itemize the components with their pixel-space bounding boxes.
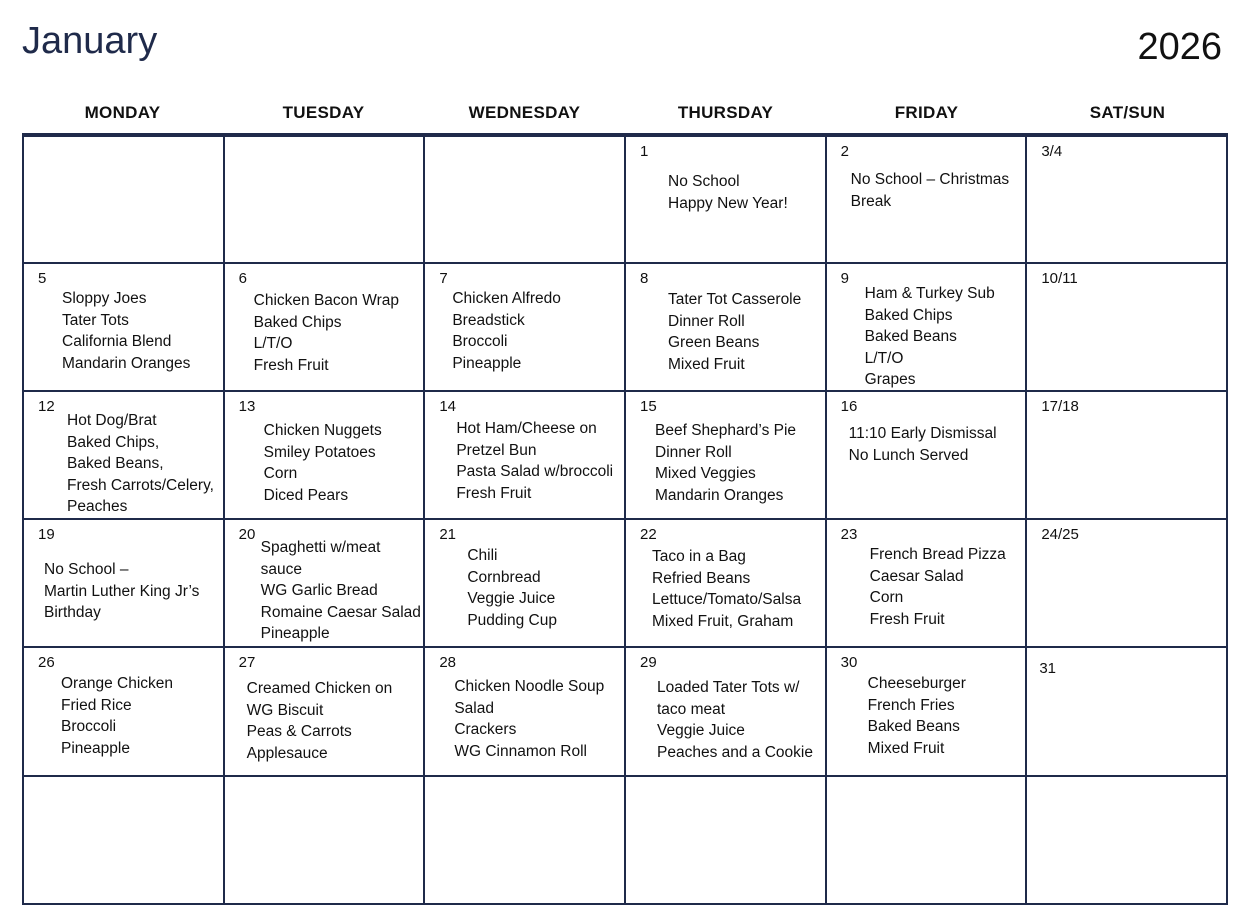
weekday-label: FRIDAY: [894, 103, 959, 122]
calendar-day-cell: [626, 137, 827, 264]
menu-item: Baked Beans,: [67, 455, 164, 472]
menu-list: [44, 559, 219, 624]
calendar-day-cell: [225, 264, 426, 392]
menu-item: Mixed Fruit, Graham: [652, 612, 794, 630]
menu-item: Mixed Fruit: [867, 739, 945, 757]
menu-item: Martin Luther King Jr’s: [44, 582, 200, 600]
day-number: 1: [640, 143, 649, 160]
day-number: 23: [840, 526, 858, 543]
menu-item: L/T/O: [253, 335, 293, 352]
day-number: 21: [439, 526, 457, 543]
menu-list: [62, 288, 219, 374]
day-number: 19: [38, 526, 55, 543]
menu-item: sauce: [260, 560, 303, 578]
calendar-day-cell: [225, 520, 426, 648]
calendar-day-cell: [1027, 520, 1228, 648]
menu-item: Fresh Carrots/Celery,: [67, 476, 214, 494]
menu-item: Spaghetti w/meat: [260, 539, 381, 556]
menu-list: [261, 537, 420, 645]
menu-item: Beef Shephard’s Pie: [655, 422, 797, 439]
calendar-day-cell: [425, 777, 626, 905]
menu-item: Chicken Bacon Wrap: [253, 292, 399, 309]
day-number: 15: [640, 398, 657, 415]
menu-item: Green Beans: [668, 334, 760, 351]
menu-item: Corn: [869, 589, 904, 606]
calendar-day-cell: [626, 520, 827, 648]
calendar-day-cell: [626, 777, 827, 905]
calendar-day-cell: [827, 137, 1028, 264]
menu-item: WG Garlic Bread: [260, 582, 378, 599]
day-number: 12: [38, 398, 55, 415]
calendar-day-cell: [1027, 777, 1228, 905]
day-number: 3/4: [1041, 143, 1063, 160]
weekday-label: THURSDAY: [677, 103, 774, 122]
day-number: 31: [1039, 660, 1057, 677]
menu-item: Chili: [467, 547, 498, 564]
weekday-label: SAT/SUN: [1089, 103, 1166, 122]
menu-item: No Lunch Served: [848, 446, 969, 464]
menu-item: Baked Chips: [864, 306, 953, 324]
calendar-grid: [22, 137, 1228, 905]
menu-list: [264, 420, 420, 506]
menu-item: Dinner Roll: [655, 443, 732, 461]
menu-item: Chicken Noodle Soup: [454, 678, 605, 695]
weekday-label: MONDAY: [84, 103, 161, 122]
menu-item: Pineapple: [452, 354, 522, 372]
menu-item: Diced Pears: [263, 486, 349, 504]
day-number: 2: [840, 143, 849, 160]
day-number: 20: [238, 526, 256, 543]
menu-item: L/T/O: [864, 349, 904, 367]
calendar-day-cell: [225, 648, 426, 777]
menu-item: Pudding Cup: [467, 611, 557, 629]
menu-item: Crackers: [454, 721, 517, 738]
menu-item: Salad: [454, 699, 494, 717]
calendar-day-cell: [225, 777, 426, 905]
menu-item: Cornbread: [467, 568, 541, 586]
day-number: 9: [840, 270, 849, 287]
menu-list: [652, 546, 821, 632]
menu-item: Corn: [263, 465, 298, 482]
menu-item: Broccoli: [61, 718, 117, 735]
menu-item: Fresh Fruit: [253, 356, 329, 374]
day-number: 28: [439, 654, 457, 671]
menu-item: Veggie Juice: [467, 590, 556, 607]
menu-item: Fresh Fruit: [869, 610, 945, 628]
calendar-day-cell: [626, 264, 827, 392]
menu-list: [247, 678, 420, 764]
day-number: 10/11: [1041, 270, 1078, 287]
menu-item: Peaches and a Cookie: [657, 743, 813, 761]
day-number: 17/18: [1041, 398, 1079, 415]
calendar-day-cell: [425, 137, 626, 264]
menu-item: Baked Chips,: [67, 433, 160, 451]
menu-item: Broccoli: [452, 333, 508, 350]
menu-item: Lettuce/Tomato/Salsa: [652, 591, 802, 608]
menu-item: No School – Christmas: [850, 171, 1010, 188]
menu-item: Fresh Fruit: [456, 484, 532, 502]
menu-item: Hot Ham/Cheese on: [456, 420, 597, 437]
menu-list: [868, 673, 1022, 759]
menu-item: Peas & Carrots: [246, 723, 352, 740]
menu-item: Loaded Tater Tots w/: [657, 679, 800, 696]
menu-item: Refried Beans: [652, 569, 751, 587]
menu-list: [851, 169, 1022, 212]
menu-item: French Bread Pizza: [869, 546, 1006, 563]
menu-list: [668, 171, 821, 214]
calendar-day-cell: [24, 392, 225, 520]
calendar-day-cell: [24, 520, 225, 648]
weekday-header-row: [22, 103, 1228, 131]
menu-item: Chicken Alfredo: [452, 290, 561, 307]
weekday-label: WEDNESDAY: [468, 103, 581, 122]
menu-item: Caesar Salad: [869, 567, 964, 585]
menu-item: Peaches: [67, 498, 128, 515]
menu-list: [870, 544, 1022, 630]
menu-list: [254, 290, 420, 376]
menu-item: California Blend: [62, 333, 172, 350]
menu-item: Grapes: [864, 371, 916, 388]
menu-item: French Fries: [867, 696, 955, 714]
menu-list: [456, 418, 620, 504]
calendar-day-cell: [1027, 264, 1228, 392]
menu-item: Dinner Roll: [668, 312, 745, 330]
menu-item: Happy New Year!: [668, 194, 788, 212]
calendar-day-cell: [425, 648, 626, 777]
menu-list: [454, 676, 620, 762]
calendar-day-cell: [24, 648, 225, 777]
calendar-day-cell: [225, 137, 426, 264]
day-number: 6: [238, 270, 247, 287]
calendar-day-cell: [827, 777, 1028, 905]
menu-item: Tater Tots: [62, 311, 129, 329]
day-number: 26: [38, 654, 55, 671]
calendar-day-cell: [626, 392, 827, 520]
menu-item: taco meat: [657, 700, 726, 718]
calendar-day-cell: [425, 520, 626, 648]
menu-item: WG Biscuit: [246, 701, 324, 719]
menu-list: [67, 410, 219, 518]
menu-item: Hot Dog/Brat: [67, 412, 157, 429]
weekday-label: TUESDAY: [282, 103, 365, 122]
calendar-day-cell: [24, 137, 225, 264]
menu-item: Baked Beans: [864, 328, 957, 345]
menu-item: Fried Rice: [61, 696, 132, 714]
day-number: 30: [840, 654, 858, 671]
menu-item: Break: [850, 192, 892, 210]
day-number: 5: [38, 270, 47, 287]
calendar-day-cell: [827, 520, 1028, 648]
menu-item: Mandarin Oranges: [655, 486, 784, 504]
calendar-day-cell: [827, 264, 1028, 392]
menu-list: [657, 677, 821, 763]
menu-list: [668, 289, 821, 375]
menu-list: [452, 288, 620, 374]
menu-item: Pretzel Bun: [456, 441, 537, 459]
menu-item: Mixed Fruit: [668, 355, 745, 373]
year-title: 2026: [1137, 26, 1222, 68]
calendar-day-cell: [1027, 392, 1228, 520]
calendar-day-cell: [1027, 137, 1228, 264]
menu-list: [61, 673, 219, 759]
menu-item: WG Cinnamon Roll: [454, 742, 587, 760]
calendar-day-cell: [1027, 648, 1228, 777]
day-number: 24/25: [1041, 526, 1079, 543]
calendar-day-cell: [827, 392, 1028, 520]
menu-list: [865, 283, 1022, 391]
menu-item: Tater Tot Casserole: [668, 291, 802, 308]
menu-item: Veggie Juice: [657, 722, 745, 739]
day-number: 13: [238, 398, 256, 415]
day-number: 29: [640, 654, 657, 671]
menu-item: Taco in a Bag: [652, 548, 746, 565]
menu-item: Pineapple: [61, 739, 130, 757]
menu-item: Creamed Chicken on: [246, 680, 393, 697]
menu-list: [467, 545, 620, 631]
day-number: 8: [640, 270, 649, 287]
menu-item: Birthday: [44, 604, 101, 621]
menu-item: Pasta Salad w/broccoli: [456, 463, 614, 480]
menu-item: Smiley Potatoes: [263, 443, 376, 461]
calendar-day-cell: [425, 264, 626, 392]
menu-item: Baked Beans: [867, 718, 960, 735]
day-number: 14: [439, 398, 457, 415]
menu-item: Pineapple: [260, 625, 330, 642]
menu-item: Mandarin Oranges: [62, 354, 191, 372]
day-number: 22: [640, 526, 657, 543]
menu-item: Ham & Turkey Sub: [864, 285, 995, 302]
menu-item: Chicken Nuggets: [263, 422, 382, 439]
day-number: 16: [840, 398, 858, 415]
menu-item: Mixed Veggies: [655, 465, 756, 482]
day-number: 7: [439, 270, 448, 287]
calendar-day-cell: [24, 777, 225, 905]
menu-item: Cheeseburger: [867, 675, 966, 692]
calendar-day-cell: [626, 648, 827, 777]
calendar-day-cell: [827, 648, 1028, 777]
menu-item: Sloppy Joes: [62, 290, 147, 307]
calendar-day-cell: [225, 392, 426, 520]
day-number: 27: [238, 654, 256, 671]
month-title: January: [22, 20, 158, 62]
menu-list: [655, 420, 821, 506]
menu-item: Applesauce: [246, 744, 328, 762]
calendar-day-cell: [24, 264, 225, 392]
menu-item: No School: [668, 173, 740, 190]
menu-item: Romaine Caesar Salad: [260, 603, 421, 621]
menu-item: No School –: [44, 561, 129, 578]
menu-item: Baked Chips: [253, 313, 342, 331]
menu-item: Breadstick: [452, 311, 525, 329]
menu-item: 11:10 Early Dismissal: [848, 425, 997, 442]
menu-item: Orange Chicken: [61, 675, 174, 692]
menu-list: [849, 423, 1022, 466]
calendar-day-cell: [425, 392, 626, 520]
